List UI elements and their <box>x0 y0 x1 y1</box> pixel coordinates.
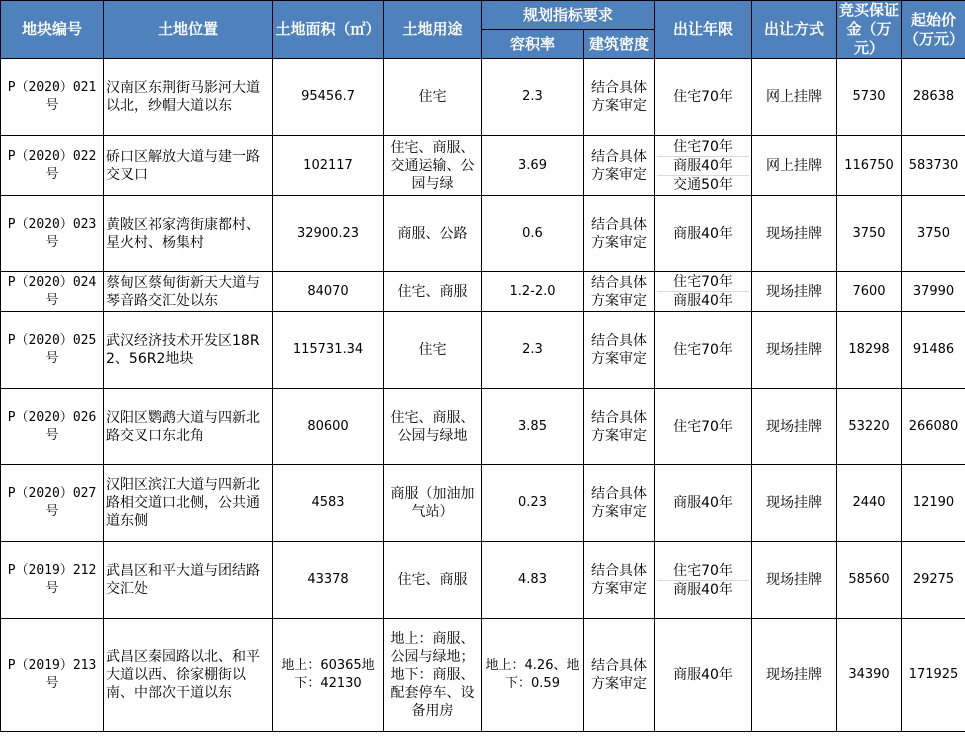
cell-location: 武汉经济技术开发区18R2、56R2地块 <box>104 312 273 389</box>
cell-lot-no: P（2019）212号 <box>1 542 104 619</box>
term-line: 住宅70年 <box>673 562 733 579</box>
cell-lot-no: P（2020）022号 <box>1 136 104 196</box>
cell-deposit: 58560 <box>837 542 902 619</box>
cell-deposit: 2440 <box>837 465 902 542</box>
cell-density: 结合具体方案审定 <box>584 272 655 312</box>
table-row <box>1 196 965 272</box>
term-line: 住宅70年 <box>673 89 733 105</box>
cell-area: 4583 <box>273 465 384 542</box>
cell-deposit: 3750 <box>837 196 902 272</box>
cell-density: 结合具体方案审定 <box>584 136 655 196</box>
cell-method: 现场挂牌 <box>752 542 837 619</box>
cell-start-price: 12190 <box>902 465 965 542</box>
cell-location: 汉阳区鹦鹉大道与四新北路交叉口东北角 <box>104 389 273 465</box>
cell-area: 地上：60365地下：42130 <box>273 619 384 732</box>
cell-use: 住宅、商服、公园与绿地 <box>384 389 482 465</box>
cell-method: 现场挂牌 <box>752 389 837 465</box>
cell-far: 2.3 <box>482 59 584 136</box>
cell-term <box>655 542 752 619</box>
cell-use: 住宅、商服、交通运输、公园与绿 <box>384 136 482 196</box>
cell-far: 地上：4.26、地下：0.59 <box>482 619 584 732</box>
cell-lot-no: P（2020）021号 <box>1 59 104 136</box>
cell-deposit: 18298 <box>837 312 902 389</box>
cell-deposit: 7600 <box>837 272 902 312</box>
cell-far: 3.85 <box>482 389 584 465</box>
term-line: 住宅70年 <box>673 138 733 155</box>
cell-term <box>655 312 752 389</box>
cell-location: 蔡甸区蔡甸街新天大道与琴音路交汇处以东 <box>104 272 273 312</box>
header-lot-no: 地块编号 <box>1 1 104 59</box>
cell-lot-no: P（2020）023号 <box>1 196 104 272</box>
cell-lot-no: P（2019）213号 <box>1 619 104 732</box>
cell-term <box>655 465 752 542</box>
cell-use: 住宅、商服 <box>384 542 482 619</box>
term-line: 商服40年 <box>657 291 749 310</box>
cell-deposit: 5730 <box>837 59 902 136</box>
cell-location: 武昌区和平大道与团结路交汇处 <box>104 542 273 619</box>
cell-density: 结合具体方案审定 <box>584 619 655 732</box>
cell-method: 现场挂牌 <box>752 196 837 272</box>
cell-term <box>655 196 752 272</box>
cell-start-price: 28638 <box>902 59 965 136</box>
header-term: 出让年限 <box>655 1 752 59</box>
table-row <box>1 465 965 542</box>
cell-lot-no: P（2020）024号 <box>1 272 104 312</box>
header-deposit: 竞买保证金（万元） <box>837 1 902 59</box>
cell-density: 结合具体方案审定 <box>584 312 655 389</box>
cell-area: 102117 <box>273 136 384 196</box>
cell-location: 黄陂区祁家湾街康都村、星火村、杨集村 <box>104 196 273 272</box>
cell-start-price: 29275 <box>902 542 965 619</box>
cell-density: 结合具体方案审定 <box>584 542 655 619</box>
cell-lot-no: P（2020）025号 <box>1 312 104 389</box>
table-row <box>1 312 965 389</box>
cell-deposit: 116750 <box>837 136 902 196</box>
header-use: 土地用途 <box>384 1 482 59</box>
cell-location: 汉南区东荆街马影河大道以北，纱帽大道以东 <box>104 59 273 136</box>
cell-area: 95456.7 <box>273 59 384 136</box>
term-line: 商服40年 <box>673 667 733 683</box>
cell-term <box>655 272 752 312</box>
cell-start-price: 171925 <box>902 619 965 732</box>
term-line: 住宅70年 <box>673 418 733 435</box>
cell-density: 结合具体方案审定 <box>584 389 655 465</box>
table-row <box>1 542 965 619</box>
cell-use: 住宅、商服 <box>384 272 482 312</box>
cell-location: 汉阳区滨江大道与四新北路相交道口北侧，公共通道东侧 <box>104 465 273 542</box>
cell-method: 网上挂牌 <box>752 59 837 136</box>
term-line: 住宅70年 <box>673 342 733 358</box>
cell-term <box>655 59 752 136</box>
cell-area: 84070 <box>273 272 384 312</box>
header-planning: 规划指标要求 <box>482 1 655 30</box>
cell-location: 硚口区解放大道与建一路交叉口 <box>104 136 273 196</box>
cell-term <box>655 619 752 732</box>
cell-deposit: 53220 <box>837 389 902 465</box>
term-line: 商服40年 <box>673 225 733 242</box>
term-line: 交通50年 <box>657 175 749 194</box>
cell-density: 结合具体方案审定 <box>584 465 655 542</box>
cell-density: 结合具体方案审定 <box>584 196 655 272</box>
cell-term <box>655 389 752 465</box>
cell-start-price: 266080 <box>902 389 965 465</box>
cell-use: 地上：商服、公园与绿地；地下：商服、配套停车、设备用房 <box>384 619 482 732</box>
cell-term <box>655 136 752 196</box>
cell-start-price: 3750 <box>902 196 965 272</box>
cell-method: 现场挂牌 <box>752 312 837 389</box>
header-start-price: 起始价（万元） <box>902 1 965 59</box>
cell-method: 网上挂牌 <box>752 136 837 196</box>
cell-far: 0.23 <box>482 465 584 542</box>
term-line: 商服40年 <box>657 580 749 599</box>
cell-method: 现场挂牌 <box>752 272 837 312</box>
table-row <box>1 272 965 312</box>
cell-area: 80600 <box>273 389 384 465</box>
table-row <box>1 389 965 465</box>
cell-start-price: 37990 <box>902 272 965 312</box>
cell-use: 住宅 <box>384 59 482 136</box>
term-line: 商服40年 <box>673 495 733 511</box>
header-area: 土地面积（㎡） <box>273 1 384 59</box>
cell-far: 3.69 <box>482 136 584 196</box>
term-line: 住宅70年 <box>673 274 733 290</box>
cell-far: 0.6 <box>482 196 584 272</box>
cell-use: 商服、公路 <box>384 196 482 272</box>
cell-use: 住宅 <box>384 312 482 389</box>
cell-start-price: 583730 <box>902 136 965 196</box>
cell-far: 2.3 <box>482 312 584 389</box>
cell-area: 43378 <box>273 542 384 619</box>
cell-far: 1.2-2.0 <box>482 272 584 312</box>
cell-lot-no: P（2020）027号 <box>1 465 104 542</box>
cell-area: 32900.23 <box>273 196 384 272</box>
header-method: 出让方式 <box>752 1 837 59</box>
cell-location: 武昌区秦园路以北、和平大道以西、徐家棚街以南、中部次干道以东 <box>104 619 273 732</box>
term-line: 商服40年 <box>657 156 749 175</box>
table-row <box>1 619 965 732</box>
cell-start-price: 91486 <box>902 312 965 389</box>
cell-area: 115731.34 <box>273 312 384 389</box>
cell-method: 现场挂牌 <box>752 465 837 542</box>
cell-lot-no: P（2020）026号 <box>1 389 104 465</box>
cell-deposit: 34390 <box>837 619 902 732</box>
table-row <box>1 136 965 196</box>
header-location: 土地位置 <box>104 1 273 59</box>
cell-use: 商服（加油加气站） <box>384 465 482 542</box>
header-far: 容积率 <box>482 30 584 59</box>
cell-method: 现场挂牌 <box>752 619 837 732</box>
table-row <box>1 59 965 136</box>
cell-far: 4.83 <box>482 542 584 619</box>
cell-density: 结合具体方案审定 <box>584 59 655 136</box>
header-density: 建筑密度 <box>584 30 655 59</box>
